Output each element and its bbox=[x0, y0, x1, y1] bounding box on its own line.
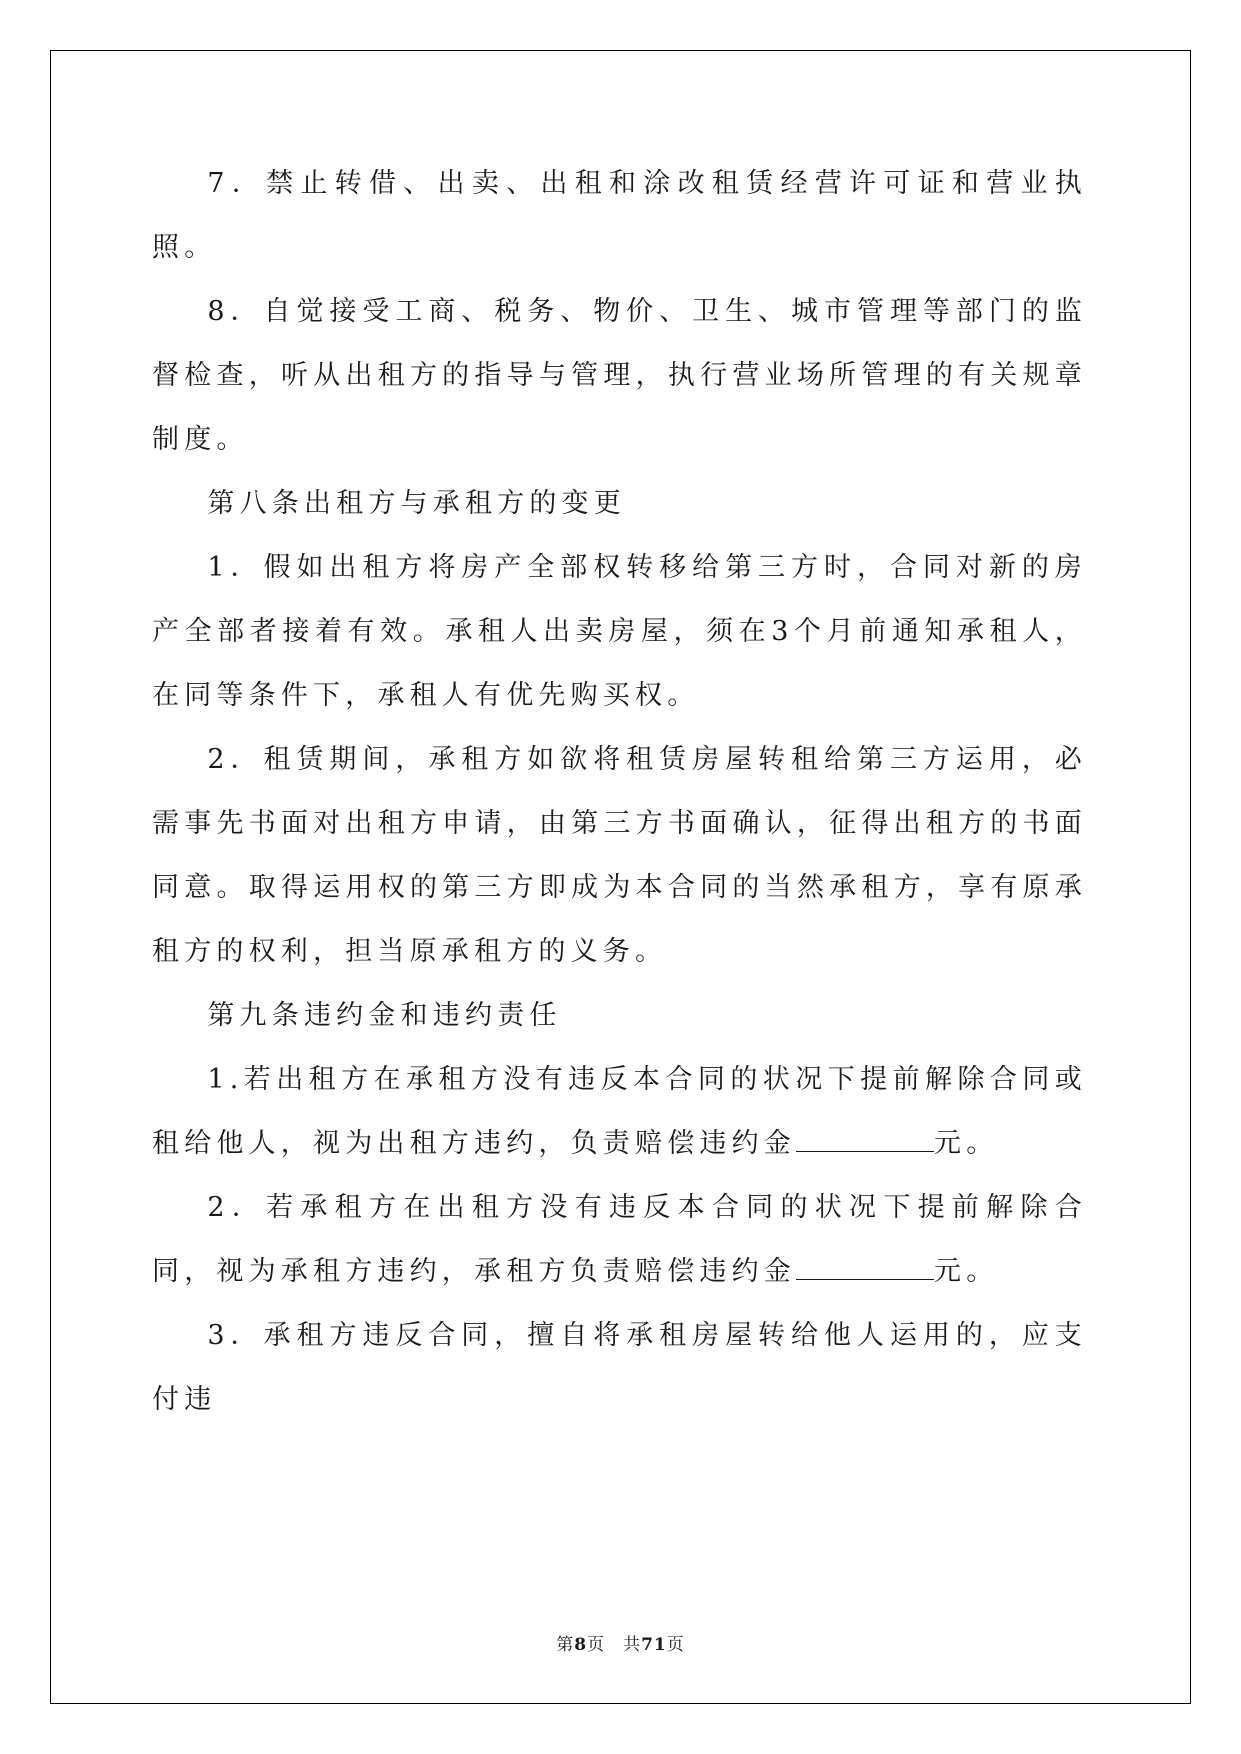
section-heading: 第九条违约金和违约责任 bbox=[207, 1000, 562, 1031]
page-prefix: 第 bbox=[556, 1635, 575, 1655]
paragraph bbox=[152, 1176, 1087, 1304]
page-suffix: 页 bbox=[666, 1635, 685, 1655]
paragraph: 8．自觉接受工商、税务、物价、卫生、城市管理等部门的监督检查，听从出租方的指导与管理，执行营业场所管理的有关规章制度。 bbox=[152, 296, 1087, 455]
paragraph bbox=[152, 1048, 1087, 1176]
page-footer bbox=[0, 1630, 1241, 1655]
paragraph: 3．承租方违反合同，擅自将承租房屋转给他人运用的，应支付违 bbox=[152, 1320, 1087, 1415]
paragraph-text: 元。 bbox=[934, 1256, 999, 1287]
document-body bbox=[152, 152, 1087, 1432]
fill-in-blank bbox=[796, 1255, 934, 1280]
fill-in-blank bbox=[796, 1127, 934, 1152]
paragraph: 1．假如出租方将房产全部权转移给第三方时，合同对新的房产全部者接着有效。承租人出卖房屋，须在3个月前通知承租人，在同等条件下，承租人有优先购买权。 bbox=[152, 552, 1087, 711]
page-mid: 页 共 bbox=[587, 1635, 642, 1655]
paragraph: 2．租赁期间，承租方如欲将租赁房屋转租给第三方运用，必需事先书面对出租方申请，由第三方书面确认，征得出租方的书面同意。取得运用权的第三方即成为本合同的当然承租方，享有原承租方的权利，担当原承租方的义务。 bbox=[152, 744, 1087, 967]
paragraph: 7．禁止转借、出卖、出租和涂改租赁经营许可证和营业执照。 bbox=[152, 168, 1087, 263]
paragraph-text: 1.若出租方在承租方没有违反本合同的状况下提前解除合同或租给他人，视为出租方违约，负责赔偿违约金 bbox=[152, 1064, 1087, 1159]
page-total: 71 bbox=[641, 1635, 667, 1655]
section-heading: 第八条出租方与承租方的变更 bbox=[207, 488, 626, 519]
paragraph-text: 元。 bbox=[934, 1128, 999, 1159]
paragraph-text: 2．若承租方在出租方没有违反本合同的状况下提前解除合同，视为承租方违约，承租方负责赔偿违约金 bbox=[152, 1192, 1087, 1287]
page-number: 8 bbox=[574, 1635, 588, 1655]
